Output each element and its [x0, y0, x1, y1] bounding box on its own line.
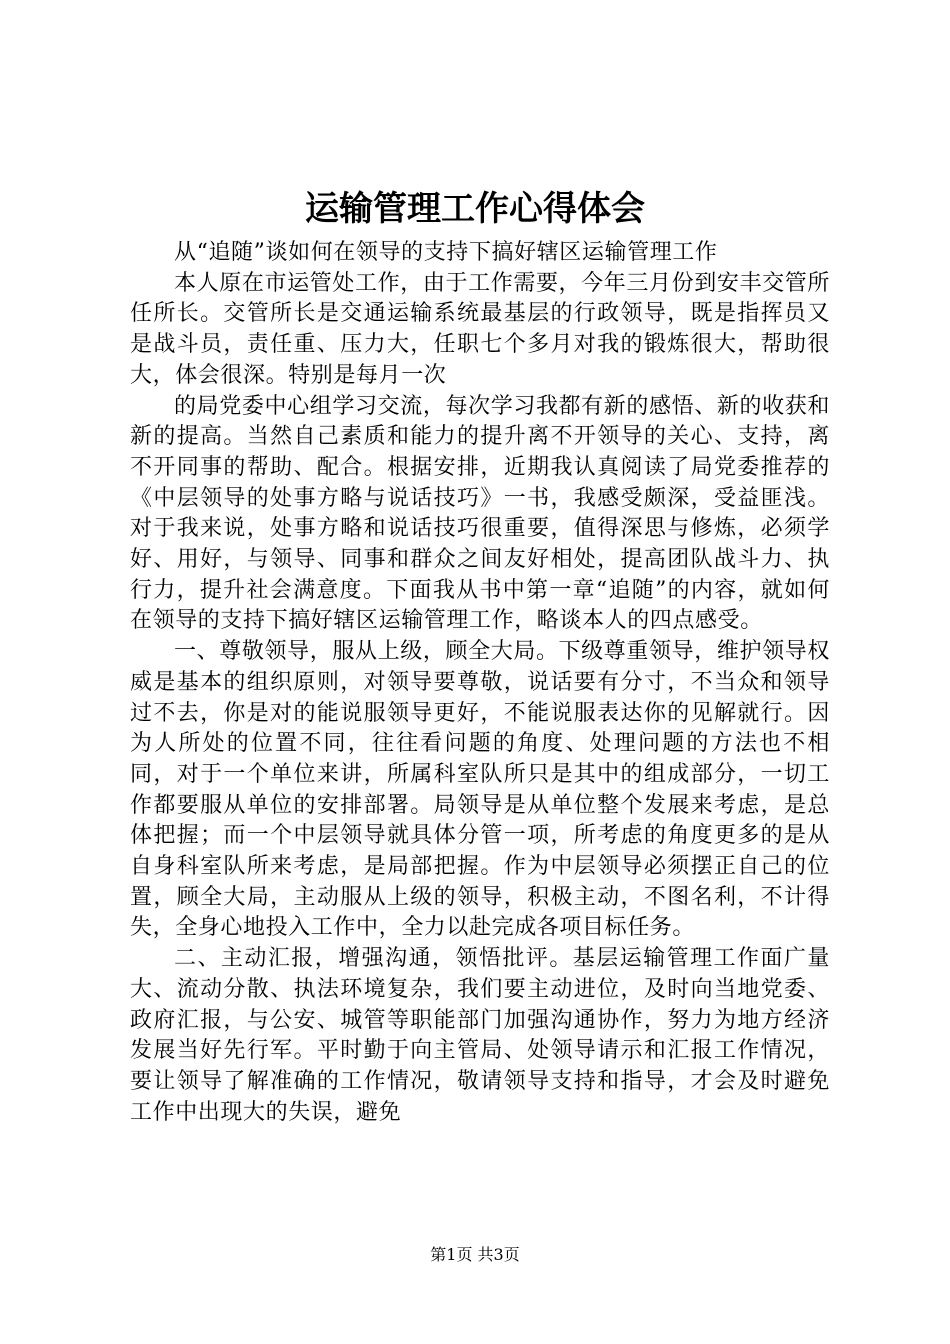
body-paragraph: 一、尊敬领导，服从上级，顾全大局。下级尊重领导，维护领导权威是基本的组织原则，对领导要尊敬，说话要有分寸，不当众和领导过不去，你是对的能说服领导更好，不能说服表达你的见解就行。因为人所处的位置不同，往往看问题的角度、处理问题的方法也不相同，对于一个单位来讲，所属科室队所只是其中的组成部分，一切工作都要服从单位的安排部署。局领导是从单位整个发展来考虑，是总体把握；而一个中层领导就具体分管一项，所考虑的角度更多的是从自身科室队所来考虑，是局部把握。作为中层领导必须摆正自己的位置，顾全大局，主动服从上级的领导，积极主动，不图名利，不计得失，全身心地投入工作中，全力以赴完成各项目标任务。: [130, 639, 830, 941]
subtitle-paragraph: 从“追随”谈如何在领导的支持下搞好辖区运输管理工作: [174, 240, 718, 265]
document-body: [130, 238, 830, 1128]
body-paragraph: 二、主动汇报，增强沟通，领悟批评。基层运输管理工作面广量大、流动分散、执法环境复杂，我们要主动进位，及时向当地党委、政府汇报，与公安、城管等职能部门加强沟通协作，努力为地方经济发展当好先行军。平时勤于向主管局、处领导请示和汇报工作情况，要让领导了解准确的工作情况，敬请领导支持和指导，才会及时避免工作中出现大的失误，避免: [130, 946, 830, 1125]
page-number-footer: 第1页 共3页: [430, 1245, 520, 1264]
document-title: 运输管理工作心得体会: [305, 189, 645, 229]
body-paragraph: 的局党委中心组学习交流，每次学习我都有新的感悟、新的收获和新的提高。当然自己素质和能力的提升离不开领导的关心、支持，离不开同事的帮助、配合。根据安排，近期我认真阅读了局党委推荐的《中层领导的处事方略与说话技巧》一书，我感受颇深，受益匪浅。对于我来说，处事方略和说话技巧很重要，值得深思与修炼，必须学好、用好，与领导、同事和群众之间友好相处，提高团队战斗力、执行力，提升社会满意度。下面我从书中第一章“追随”的内容，就如何在领导的支持下搞好辖区运输管理工作，略谈本人的四点感受。: [130, 393, 830, 634]
body-paragraph: 本人原在市运管处工作，由于工作需要，今年三月份到安丰交管所任所长。交管所长是交通运输系统最基层的行政领导，既是指挥员又是战斗员，责任重、压力大，任职七个多月对我的锻炼很大，帮助很大，体会很深。特别是每月一次: [130, 270, 830, 388]
